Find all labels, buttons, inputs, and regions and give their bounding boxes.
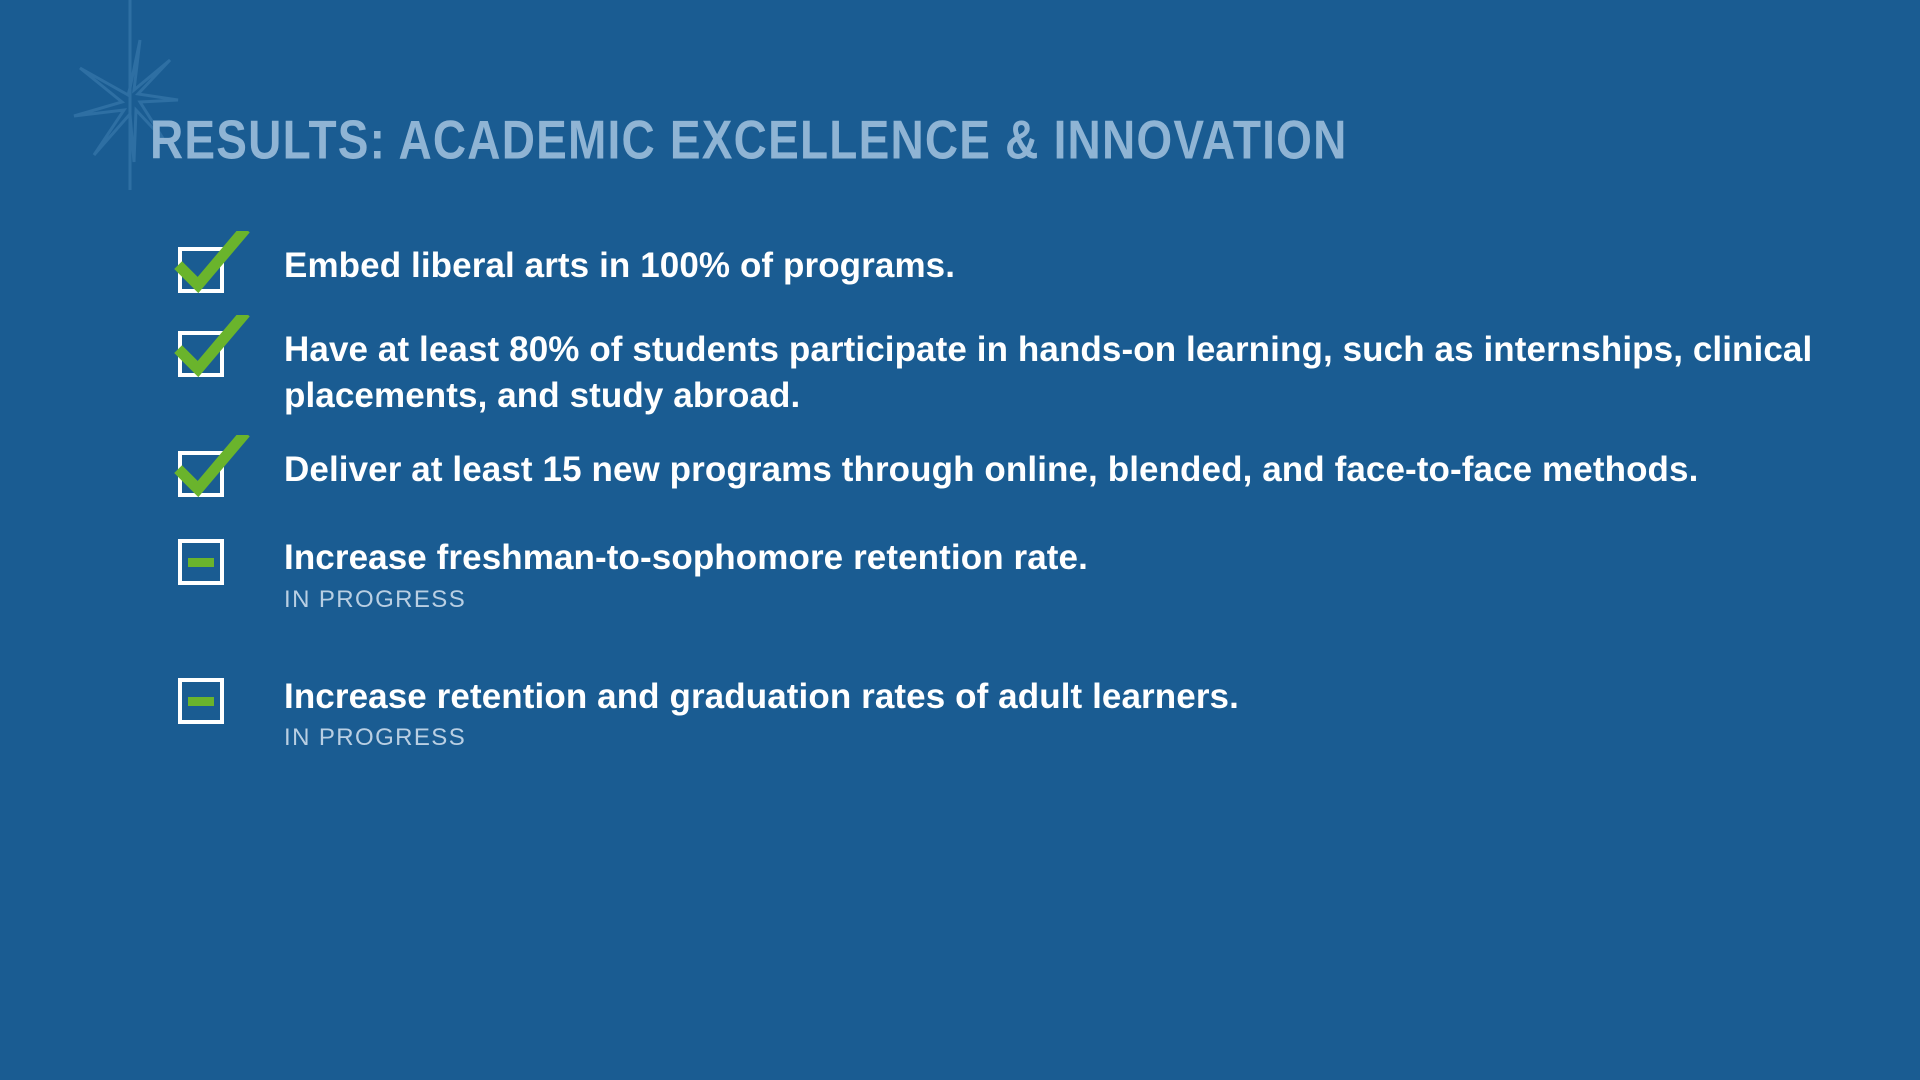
list-item-label: Embed liberal arts in 100% of programs. bbox=[284, 246, 956, 285]
status-marker bbox=[172, 527, 236, 585]
status-badge: IN PROGRESS bbox=[284, 723, 467, 751]
dash-icon bbox=[188, 558, 214, 567]
status-marker bbox=[172, 319, 236, 377]
list-item-label: Deliver at least 15 new programs through online, blended, and face-to-face methods. bbox=[284, 450, 1699, 490]
dash-icon bbox=[188, 697, 214, 706]
status-marker bbox=[172, 666, 236, 724]
list-item-label: Increase retention and graduation rates of adult learners. bbox=[284, 676, 1239, 716]
list-item-content bbox=[284, 235, 1872, 289]
check-icon bbox=[172, 315, 254, 387]
list-item-content bbox=[284, 527, 1872, 613]
check-icon bbox=[172, 435, 254, 507]
results-list bbox=[172, 235, 1872, 778]
list-item bbox=[172, 319, 1872, 419]
list-item bbox=[172, 527, 1872, 613]
page-title: RESULTS: ACADEMIC EXCELLENCE & INNOVATION bbox=[150, 109, 1348, 171]
list-item-content bbox=[284, 666, 1872, 752]
list-item-content bbox=[284, 319, 1872, 419]
status-marker bbox=[172, 439, 236, 497]
list-item-label: Increase freshman-to-sophomore retention rate. bbox=[284, 538, 1088, 578]
list-item bbox=[172, 666, 1872, 752]
list-item-content bbox=[284, 439, 1872, 493]
status-badge: IN PROGRESS bbox=[284, 585, 467, 613]
list-item bbox=[172, 439, 1872, 497]
list-item-label: Have at least 80% of students participate in hands-on learning, such as internships, clinical placements, and study abroad. bbox=[284, 330, 1813, 416]
check-icon bbox=[172, 231, 254, 303]
status-marker bbox=[172, 235, 236, 293]
list-item bbox=[172, 235, 1872, 293]
